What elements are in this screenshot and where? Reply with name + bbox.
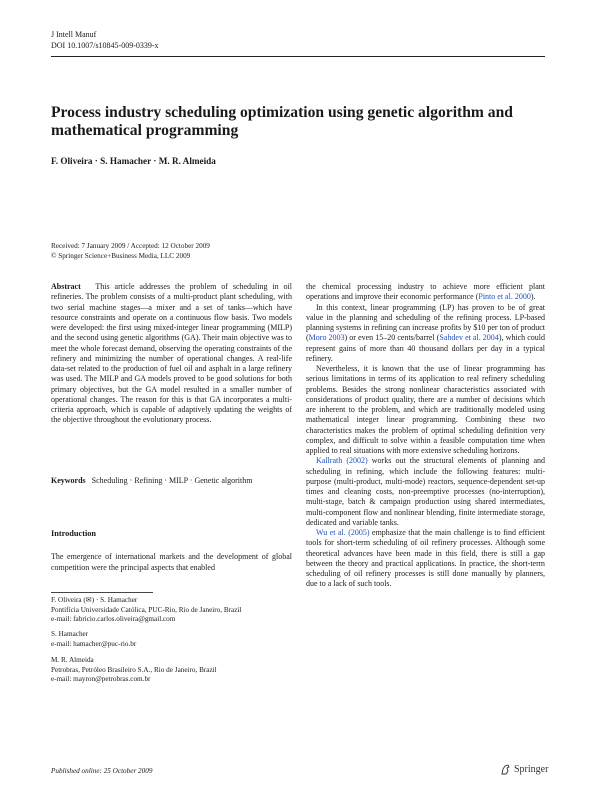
doi: DOI 10.1007/s10845-009-0339-x (51, 41, 159, 50)
paper-title: Process industry scheduling optimization using genetic algorithm and mathematical programming (51, 104, 513, 139)
running-header (51, 29, 159, 51)
footnote-rule (51, 592, 153, 593)
copyright: © Springer Science+Business Media, LLC 2009 (51, 252, 191, 260)
abstract-block (51, 282, 292, 426)
affiliation-1: F. Oliveira (✉) · S. Hamacher Pontifícia Universidade Católica, PUC-Rio, Rio de Janeiro, Brazil e-mail: fabricio.carlos.oliveira@gmail.com (51, 596, 242, 623)
author-list: F. Oliveira · S. Hamacher · M. R. Almeida (51, 156, 216, 166)
abstract-text: This article addresses the problem of scheduling in oil refineries. The problem consists of a multi-product plant scheduling, with two serial machine stages—a mixer and a set of tanks—which have resource constraints and operate on a continuous flow basis. Two models were developed: the first using mixed-integer linear programming (MILP) and the second using genetic algorithms (GA). Their main objective was to meet the whole forecast demand, observing the operating constraints of the refinery and minimizing the number of operational changes. A real-life data-set related to the production of fuel oil and asphalt in a large refinery was used. The MILP and GA models proved to be good solutions for both primary objectives, but the GA model resulted in a smaller number of operational changes. The reason for this is that GA incorporates a multi-criteria approach, which is capable of adaptively updating the weights of the objective throughout the evolutionary process. (51, 282, 292, 425)
affiliation-2: S. Hamacher e-mail: hamacher@puc-rio.br (51, 630, 137, 648)
published-online: Published online: 25 October 2009 (51, 767, 153, 775)
keywords-text: Scheduling · Refining · MILP · Genetic algorithm (91, 476, 253, 485)
paragraph-5: Wu et al. (2005) emphasize that the main challenge is to find efficient tools for short-term scheduling of oil refinery processes. Although some theoretical advances have been made in this field, there is still a gap between the theory and practical applications. In practice, the short-term scheduling of oil refinery processes is still done manually by planners, due to a lack of such tools. (306, 528, 545, 589)
affiliation-3: M. R. Almeida Petrobras, Petróleo Brasileiro S.A., Rio de Janeiro, Brazil e-mail: mayron@petrobras.com.br (51, 656, 217, 683)
paragraph-2: In this context, linear programming (LP) has proven to be of great value in the planning and scheduling of the refining process. LP-based planning systems in refining can increase profits by $10 per ton of product (Moro 2003) or even 15–20 cents/barrel (Sahdev et al. 2004), which could represent gains of more than 40 thousand dollars per day in a typical refinery. (306, 302, 545, 363)
received-accepted: Received: 7 January 2009 / Accepted: 12 October 2009 (51, 242, 210, 250)
keywords-block (51, 476, 292, 486)
right-column (306, 282, 545, 590)
citation-link[interactable]: Sahdev et al. 2004 (439, 333, 499, 343)
springer-horse-icon (500, 764, 511, 775)
introduction-block (51, 529, 292, 573)
article-dates (51, 241, 210, 261)
journal-name: J Intell Manuf (51, 30, 97, 39)
abstract-label: Abstract (51, 282, 81, 291)
citation-link[interactable]: Pinto et al. 2000 (478, 292, 531, 302)
citation-link[interactable]: Wu et al. (2005) (316, 528, 370, 537)
publisher-name: Springer (514, 764, 549, 775)
intro-paragraph: The emergence of international markets and the development of global competition were the principal aspects that enabled (51, 552, 292, 572)
publisher-logo (500, 764, 548, 775)
keywords-label: Keywords (51, 476, 86, 485)
paragraph-1: the chemical processing industry to achieve more efficient plant operations and improve their economic performance (Pinto et al. 2000). (306, 282, 545, 302)
citation-link[interactable]: Moro 2003 (308, 333, 345, 343)
citation-link[interactable]: Kallrath (2002) (316, 456, 368, 466)
section-heading-introduction: Introduction (51, 529, 97, 538)
header-rule (51, 56, 545, 57)
paragraph-4: Kallrath (2002) works out the structural elements of planning and scheduling in refining, which include the following features: multi-purpose (multi-product, multi-mode) reactors, sequence-dependent set-up times and cleaning costs, non-preemptive processes (no-interruption), multi-stage, batch & campaign production using shared intermediates, multi-component flow and nonlinear blending, finite intermediate storage, dedicated and variable tanks. (306, 456, 545, 527)
paragraph-3: Nevertheless, it is known that the use of linear programming has serious limitations in terms of its application to real refinery scheduling problems. Besides the strong nonlinear characteristics associated with considerations of product quality, there are a number of decisions which are inherent to the problem, and which are traditionally modeled using mathematical integer linear programming. Combining these two characteristics makes the problem of optimal scheduling definition very complex, and difficult to solve within a feasible computation time when applied to real situations with more extensive scheduling horizons. (306, 364, 545, 455)
